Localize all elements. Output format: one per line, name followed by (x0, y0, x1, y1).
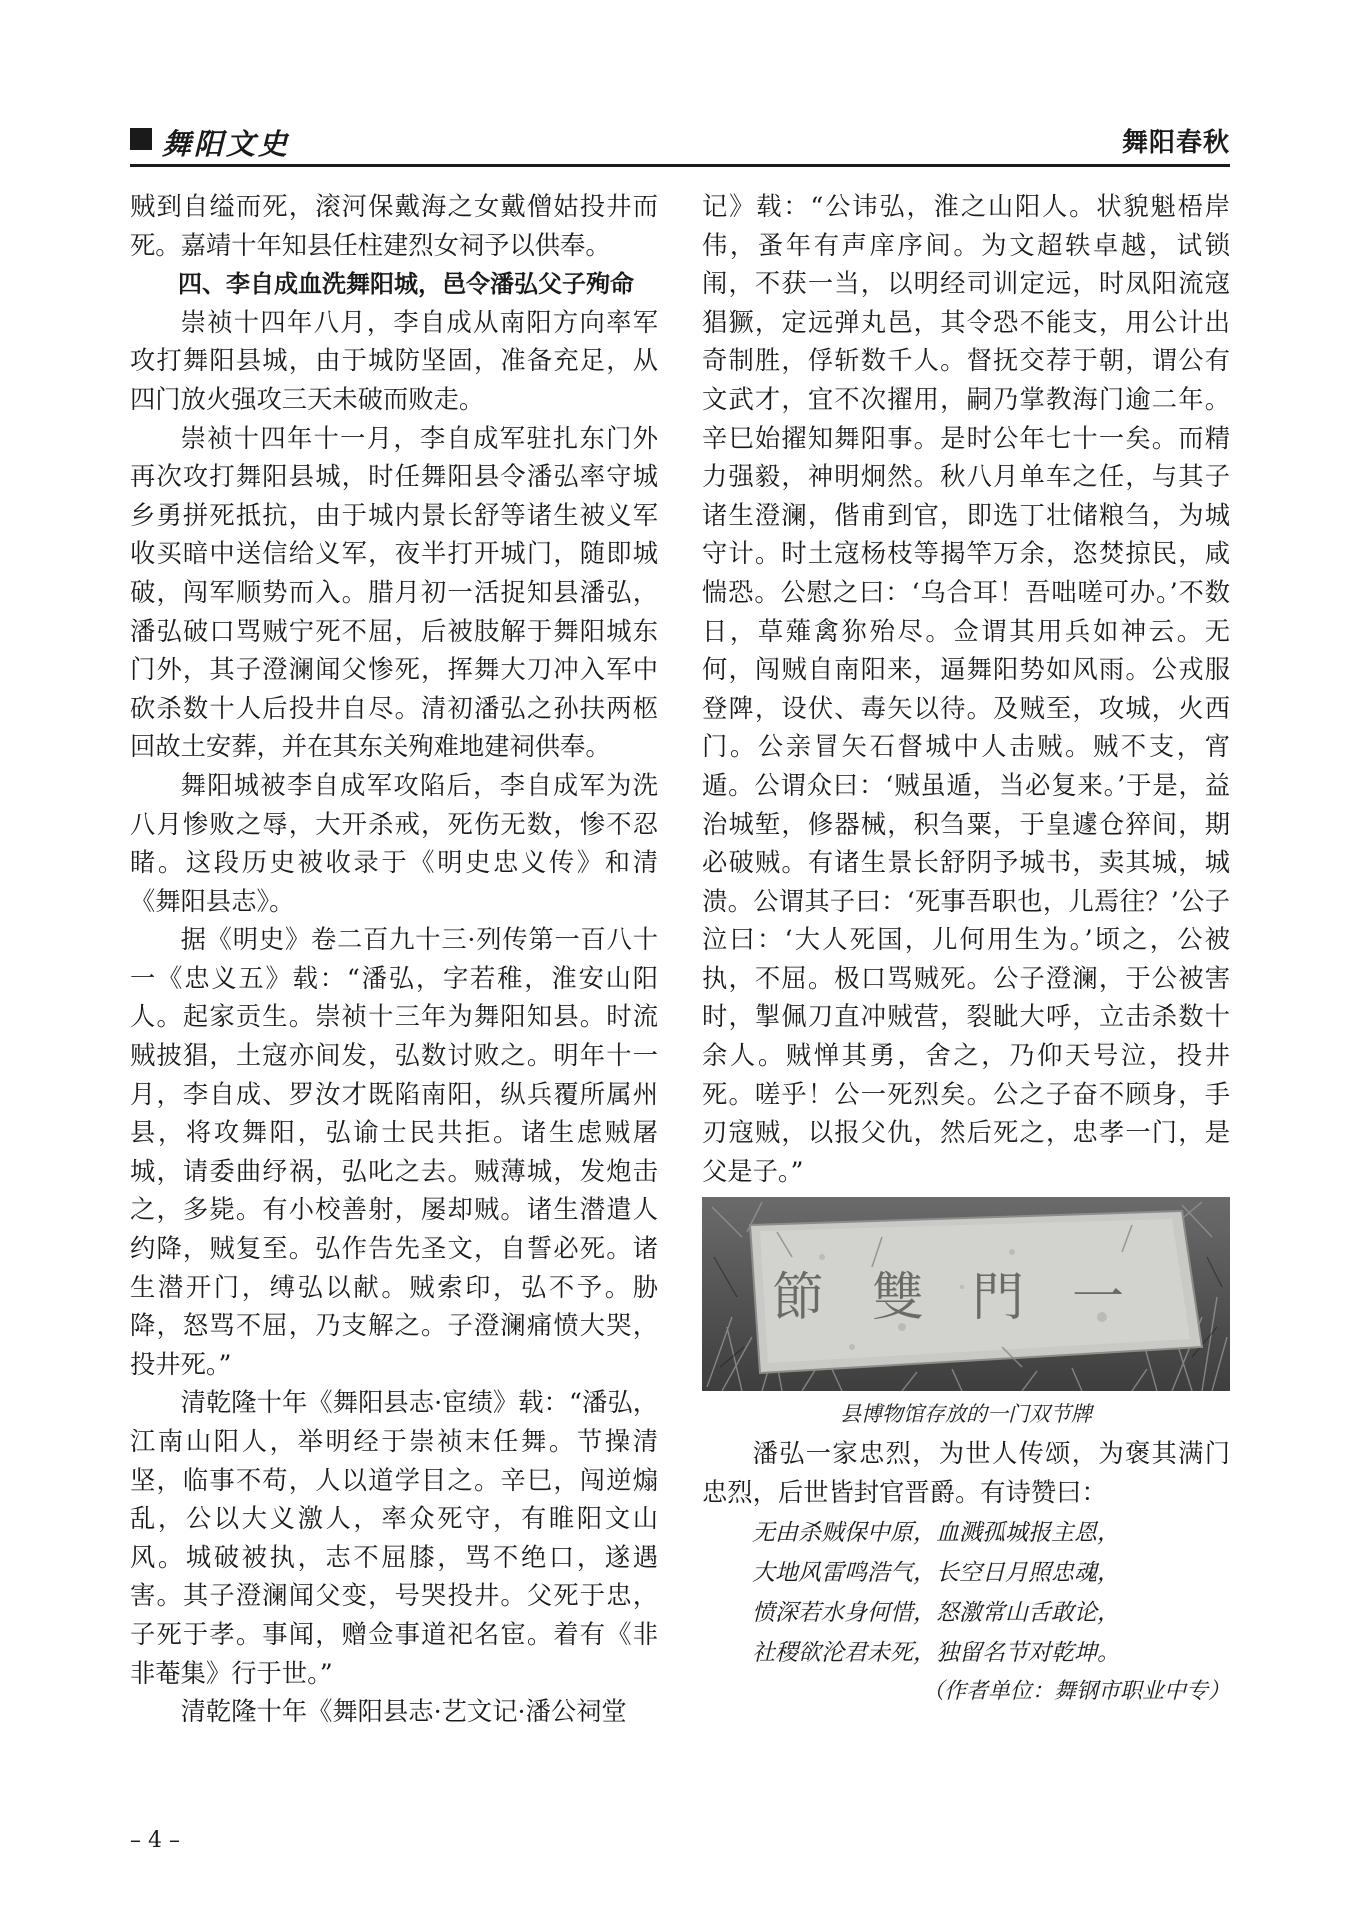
paragraph: 贼到自缢而死，滚河保戴海之女戴僧姑投井而死。嘉靖十年知县任柱建烈女祠予以供奉。 (130, 192, 658, 260)
paragraph: 潘弘一家忠烈，为世人传颂，为褒其满门忠烈，后世皆封官晋爵。有诗赞曰： (702, 1439, 1230, 1508)
header-journal-title: 舞阳文史 (162, 127, 291, 161)
header-square-icon (130, 128, 152, 150)
paragraph: 清乾隆十年《舞阳县志·艺文记·潘公祠堂 (180, 1697, 627, 1727)
memorial-plaque-photo (702, 1197, 1230, 1391)
paragraph: 据《明史》卷二百九十三·列传第一百八十一《忠义五》载：“潘弘，字若稚，淮安山阳人。起家贡生。崇祯十三年为舞阳知县。时流贼披猖，土寇亦间发，弘数讨败之。明年十一月，李自成、罗汝才既陷南阳，纵兵覆所属州县，将攻舞阳，弘谕士民共拒。诸生虑贼屠城，请委曲纾祸，弘叱之去。贼薄城，发炮击之，多毙。有小校善射，屡却贼。诸生潜遣人约降，贼复至。弘作告先圣文，自誓必死。诸生潜开门，缚弘以献。贼索印，弘不予。胁降，怒骂不屈，乃支解之。子澄澜痛愤大哭，投井死。” (130, 925, 658, 1379)
paragraph: 清乾隆十年《舞阳县志·宦绩》载：“潘弘，江南山阳人，举明经于崇祯末任舞。节操清坚，临事不苟，人以道学目之。辛巳，闯逆煽乱，公以大义激人，率众死守，有睢阳文山风。城破被执，志不屈膝，骂不绝口，遂遇害。其子澄澜闻父变，号哭投井。父死于忠，子死于孝。事闻，赠佥事道祀名宦。着有《非非菴集》行于世。” (130, 1388, 658, 1688)
page-header (130, 122, 1230, 172)
paragraph: 崇祯十四年十一月，李自成军驻扎东门外再次攻打舞阳县城，时任舞阳县令潘弘率守城乡勇拼死抵抗，由于城内景长舒等诸生被义军收买暗中送信给义军，夜半打开城门，随即城破，闯军顺势而入。腊月初一活捉知县潘弘，潘弘破口骂贼宁死不屈，后被肢解于舞阳城东门外，其子澄澜闻父惨死，挥舞大刀冲入军中砍杀数十人后投井自尽。清初潘弘之孙扶两柩回故土安葬，并在其东关殉难地建祠供奉。 (130, 423, 658, 762)
poem-line: 无由杀贼保中原，血溅孤城报主恩， (752, 1519, 1120, 1546)
poem (702, 1513, 1230, 1673)
photo-caption: 县博物馆存放的一门双节牌 (840, 1402, 1092, 1427)
header-rule (130, 164, 1230, 167)
paragraph: 记》载：“公讳弘，淮之山阳人。状貌魁梧岸伟，蚤年有声庠序间。为文超轶卓越，试锁闱，不获一当，以明经司训定远，时凤阳流寇猖獗，定远弹丸邑，其令恐不能支，用公计出奇制胜，俘斩数千人。督抚交荐于朝，谓公有文武才，宜不次擢用，嗣乃掌教海门逾二年。辛巳始擢知舞阳事。是时公年七十一矣。而精力强毅，神明炯然。秋八月单车之任，与其子诸生澄澜，偕甫到官，即选丁壮储粮刍，为城守计。时土寇杨枝等揭竿万余，恣焚掠民，咸惴恐。公慰之曰：‘乌合耳！吾咄嗟可办。’不数日，草薙禽狝殆尽。佥谓其用兵如神云。无何，闯贼自南阳来，逼舞阳势如风雨。公戎服登陴，设伏、毒矢以待。及贼至，攻城，火西门。公亲冒矢石督城中人击贼。贼不支，宵遁。公谓众曰：‘贼虽遁，当必复来。’于是，益治城堑，修器械，积刍粟，于皇遽仓猝间，期必破贼。有诸生景长舒阴予城书，卖其城，城溃。公谓其子曰：‘死事吾职也，儿焉往？’公子泣曰：‘大人死国，儿何用生为。’顷之，公被执，不屈。极口骂贼死。公子澄澜，于公被害时，掣佩刀直冲贼营，裂眦大呼，立击杀数十余人。贼惮其勇，舍之，乃仰天号泣，投井死。嗟乎！公一死烈矣。公之子奋不顾身，手刃寇贼，以报父仇，然后死之，忠孝一门，是父是子。” (702, 192, 1230, 1186)
header-section-title: 舞阳春秋 (1121, 128, 1230, 158)
plaque-inscription: 節雙門一 (771, 1268, 1173, 1329)
poem-line: 大地风雷鸣浩气，长空日月照忠魂， (752, 1559, 1120, 1586)
paragraph: 舞阳城被李自成军攻陷后，李自成军为洗八月惨败之辱，大开杀戒，死伤无数，惨不忍睹。这段历史被收录于《明史忠义传》和清《舞阳县志》。 (130, 770, 658, 916)
page-number: – 4 – (130, 1828, 180, 1853)
left-column (130, 188, 658, 1732)
section-heading: 四、李自成血洗舞阳城，邑令潘弘父子殉命 (178, 270, 634, 299)
paragraph: 崇祯十四年八月，李自成从南阳方向率军攻打舞阳县城，由于城防坚固，准备充足，从四门放火强攻三天未破而败走。 (130, 307, 658, 414)
poem-line: 愤深若水身何惜，怒激常山舌敢论， (752, 1599, 1120, 1626)
author-affiliation: （作者单位：舞钢市职业中专） (921, 1678, 1230, 1704)
right-column (702, 188, 1230, 1711)
poem-line: 社稷欲沦君未死，独留名节对乾坤。 (752, 1639, 1120, 1666)
